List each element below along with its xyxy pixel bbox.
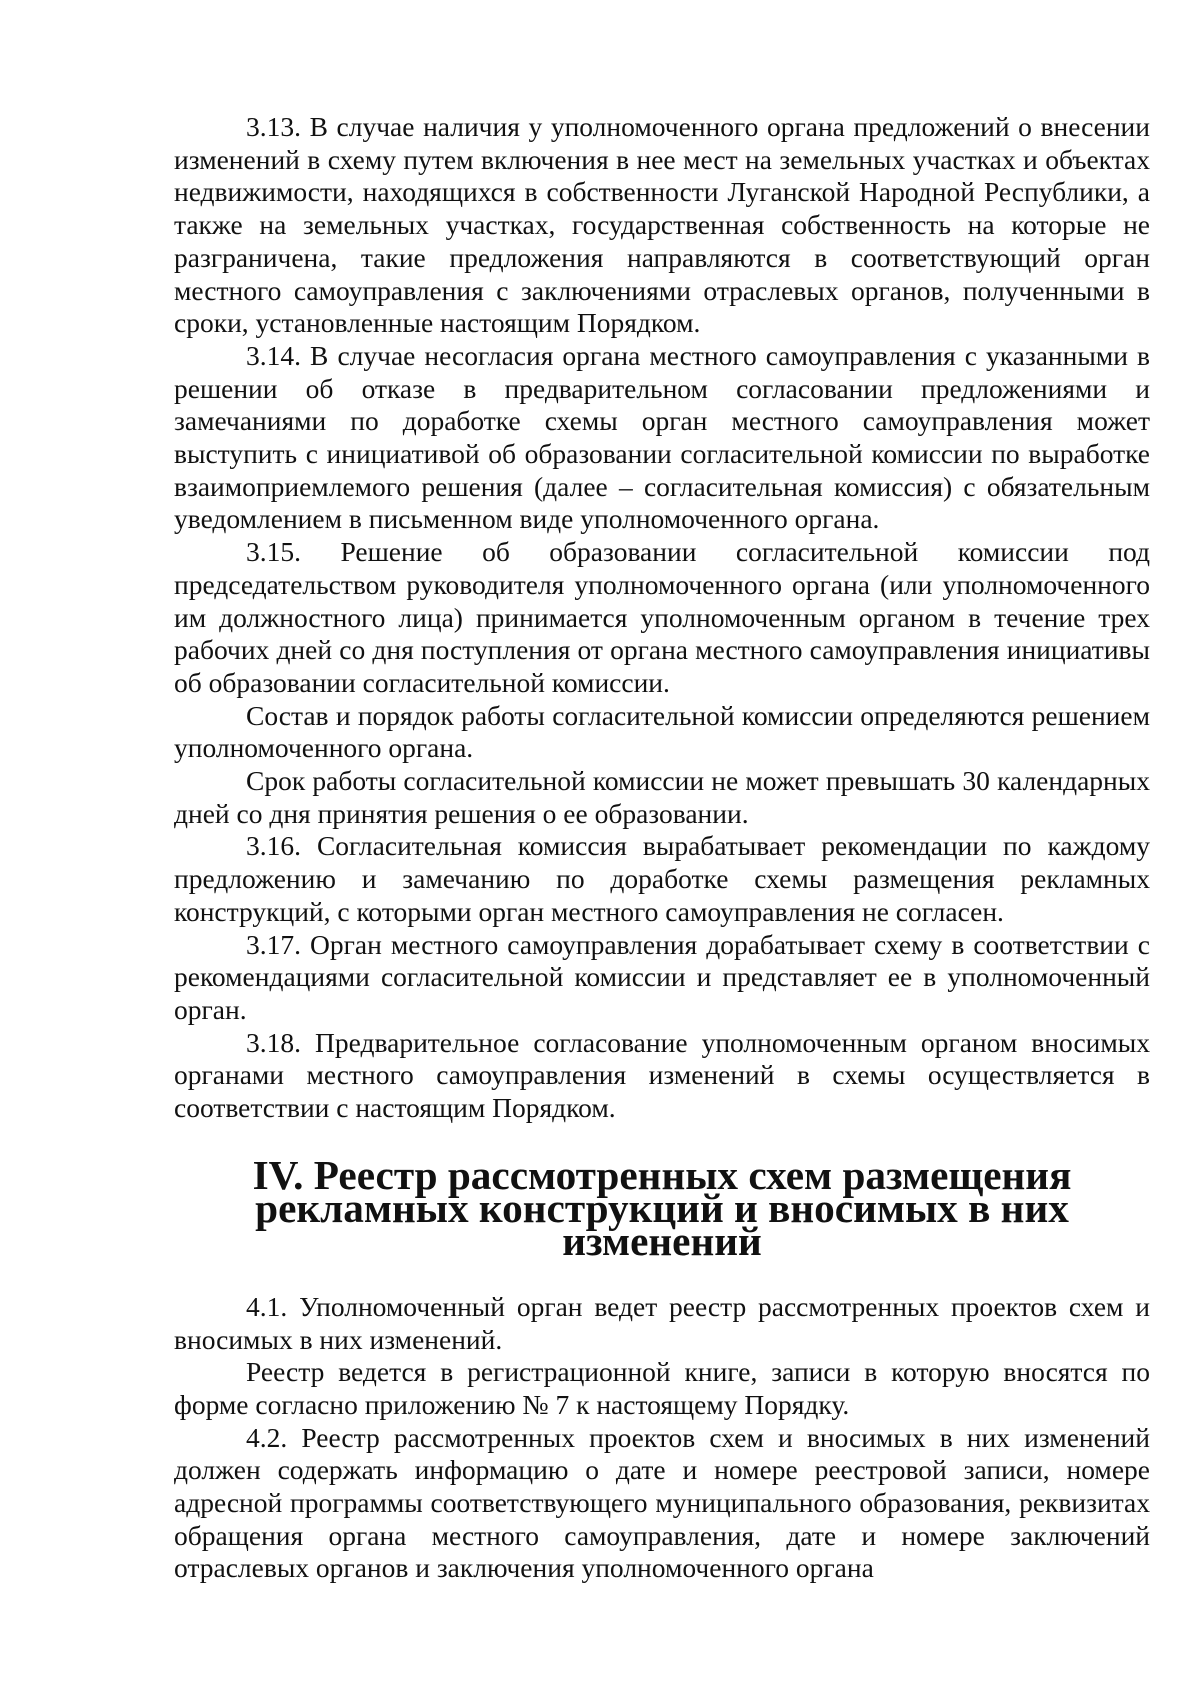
paragraph-4-2: 4.2. Реестр рассмотренных проектов схем и вносимых в них изменений должен содержать информацию о дате и номере реестровой записи, номере адресной программы соответствующего муниципального образования, реквизитах обращения органа местного самоуправления, дате и номере заключений отраслевых органов и заключения уполномоченного органа — [174, 1421, 1150, 1584]
paragraph-registry-book: Реестр ведется в регистрационной книге, записи в которую вносятся по форме согласно приложению № 7 к настоящему Порядку. — [174, 1356, 1150, 1420]
section-title-line-2: рекламных конструкций и вносимых в них изменений — [255, 1184, 1069, 1264]
paragraph-4-1: 4.1. Уполномоченный орган ведет реестр рассмотренных проектов схем и вносимых в них изменений. — [174, 1290, 1150, 1355]
paragraph-3-13: 3.13. В случае наличия у уполномоченного органа предложений о внесении изменений в схему путем включения в нее мест на земельных участках и объектах недвижимости, находящихся в собственности Луганской Народной Республики, а также на земельных участках, государственная собственность на которые не разграничена, такие предложения направляются в соответствующий орган местного самоуправления с заключениями отраслевых органов, полученными в сроки, установленные настоящим Порядком. — [174, 111, 1150, 339]
paragraph-3-16: 3.16. Согласительная комиссия вырабатывает рекомендации по каждому предложению и замечанию по доработке схемы размещения рекламных конструкций, с которыми орган местного самоуправления не согласен. — [174, 830, 1150, 927]
document-page — [174, 111, 1150, 1585]
paragraph-3-18: 3.18. Предварительное согласование уполномоченным органом вносимых органами местного самоуправления изменений в схемы осуществляется в соответствии с настоящим Порядком. — [174, 1026, 1150, 1124]
section-title-line-1: IV. Реестр рассмотренных схем размещения — [252, 1151, 1072, 1198]
paragraph-3-15: 3.15. Решение об образовании согласительной комиссии под председательством руководителя уполномоченного органа (или уполномоченного им должностного лица) принимается уполномоченным органом в течение трех рабочих дней со дня поступления от органа местного самоуправления инициативы об образовании согласительной комиссии. — [174, 536, 1150, 698]
paragraph-commission-composition: Состав и порядок работы согласительной комиссии определяются решением уполномоченного органа. — [174, 699, 1150, 764]
section-title — [174, 1151, 1150, 1264]
paragraph-commission-term: Срок работы согласительной комиссии не может превышать 30 календарных дней со дня принятия решения о ее образовании. — [174, 765, 1150, 829]
paragraph-3-17: 3.17. Орган местного самоуправления дорабатывает схему в соответствии с рекомендациями согласительной комиссии и представляет ее в уполномоченный орган. — [174, 928, 1150, 1025]
paragraph-3-14: 3.14. В случае несогласия органа местного самоуправления с указанными в решении об отказе в предварительном согласовании предложениями и замечаниями по доработке схемы орган местного самоуправления может выступить с инициативой об образовании согласительной комиссии по выработке взаимоприемлемого решения (далее – согласительная комиссия) с обязательным уведомлением в письменном виде уполномоченного органа. — [174, 339, 1150, 535]
